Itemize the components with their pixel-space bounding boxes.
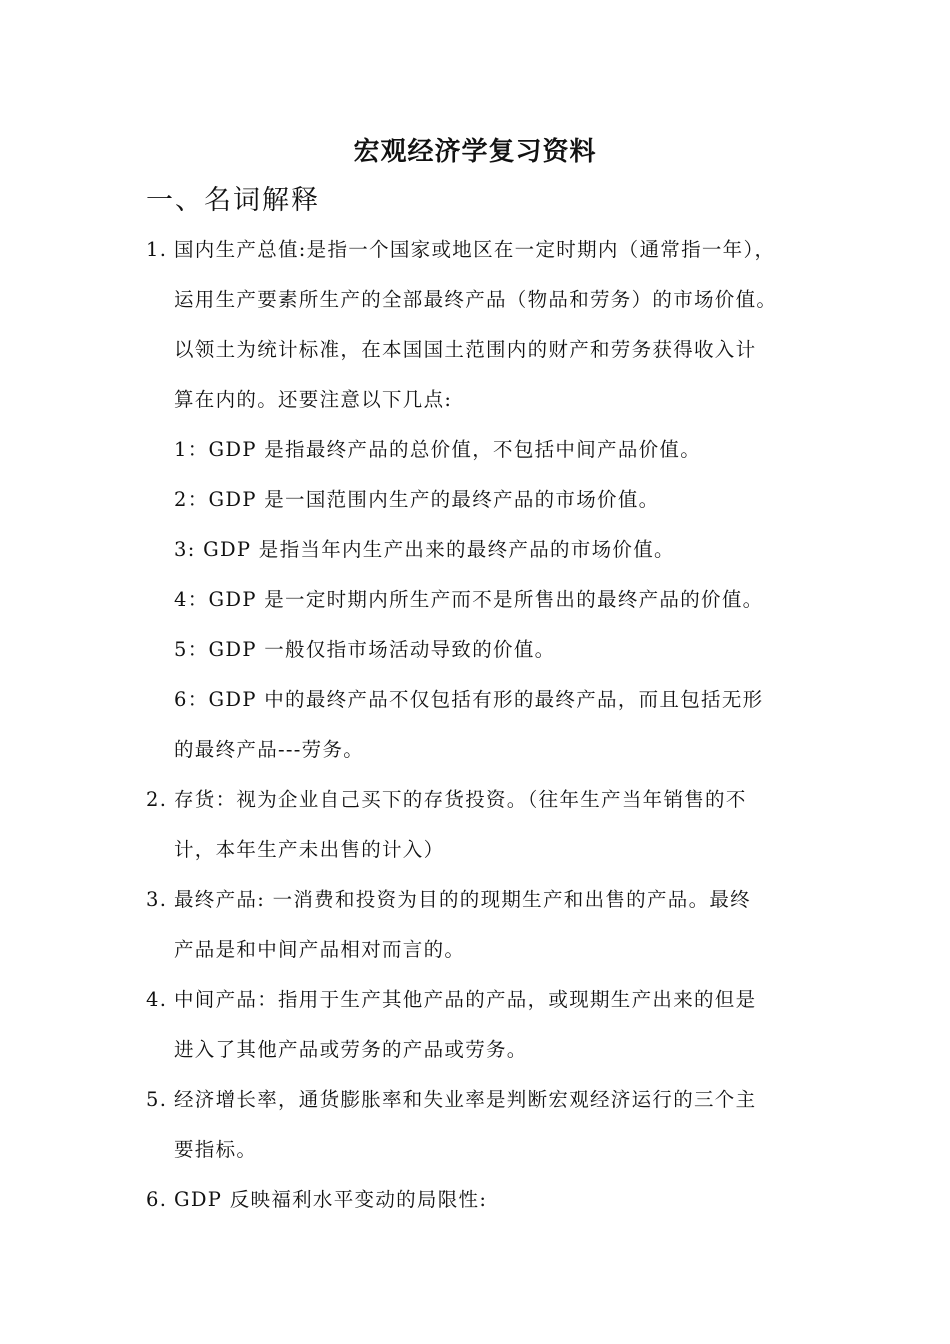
item-number: 1. [146,238,168,261]
list-item [146,875,836,975]
item-text-line: 以领土为统计标准，在本国国土范围内的财产和劳务获得收入计 [174,338,757,361]
section-heading: 一、名词解释 [146,185,320,216]
item-text-line: 经济增长率，通货膨胀率和失业率是判断宏观经济运行的三个主 [174,1088,757,1111]
item-text-line: 产品是和中间产品相对而言的。 [174,938,466,961]
item-text-line: 国内生产总值:是指一个国家或地区在一定时期内（通常指一年）， [174,238,776,261]
document-title: 宏观经济学复习资料 [353,137,597,167]
item-text-line: 1：GDP 是指最终产品的总价值，不包括中间产品价值。 [174,438,702,461]
item-text-line: 中间产品：指用于生产其他产品的产品，或现期生产出来的但是 [174,988,757,1011]
item-text-line: 4：GDP 是一定时期内所生产而不是所售出的最终产品的价值。 [174,588,764,611]
item-number: 3. [146,888,168,911]
item-number: 2. [146,788,168,811]
item-number: 4. [146,988,168,1011]
list-item [146,975,836,1075]
item-text-line: GDP 反映福利水平变动的局限性: [174,1188,488,1211]
item-text-line: 2：GDP 是一国范围内生产的最终产品的市场价值。 [174,488,660,511]
item-text-line: 算在内的。还要注意以下几点: [174,388,453,411]
item-text-line: 运用生产要素所生产的全部最终产品（物品和劳务）的市场价值。 [174,288,778,311]
item-text-line: 3: GDP 是指当年内生产出来的最终产品的市场价值。 [174,538,675,561]
list-item [146,225,836,775]
item-text-line: 的最终产品---劳务。 [174,738,365,761]
list-item [146,1175,836,1225]
item-text-line: 存货：视为企业自己买下的存货投资。（往年生产当年销售的不 [174,788,747,811]
item-text-line: 6：GDP 中的最终产品不仅包括有形的最终产品，而且包括无形 [174,688,764,711]
list-item [146,775,836,875]
item-number: 6. [146,1188,168,1211]
list-item [146,1075,836,1175]
item-text-line: 最终产品: 一消费和投资为目的的现期生产和出售的产品。最终 [174,888,751,911]
item-text-line: 进入了其他产品或劳务的产品或劳务。 [174,1038,528,1061]
item-text-line: 5：GDP 一般仅指市场活动导致的价值。 [174,638,556,661]
definition-list [146,225,836,1225]
item-text-line: 要指标。 [174,1138,258,1161]
item-number: 5. [146,1088,168,1111]
item-text-line: 计，本年生产未出售的计入） [174,838,445,861]
